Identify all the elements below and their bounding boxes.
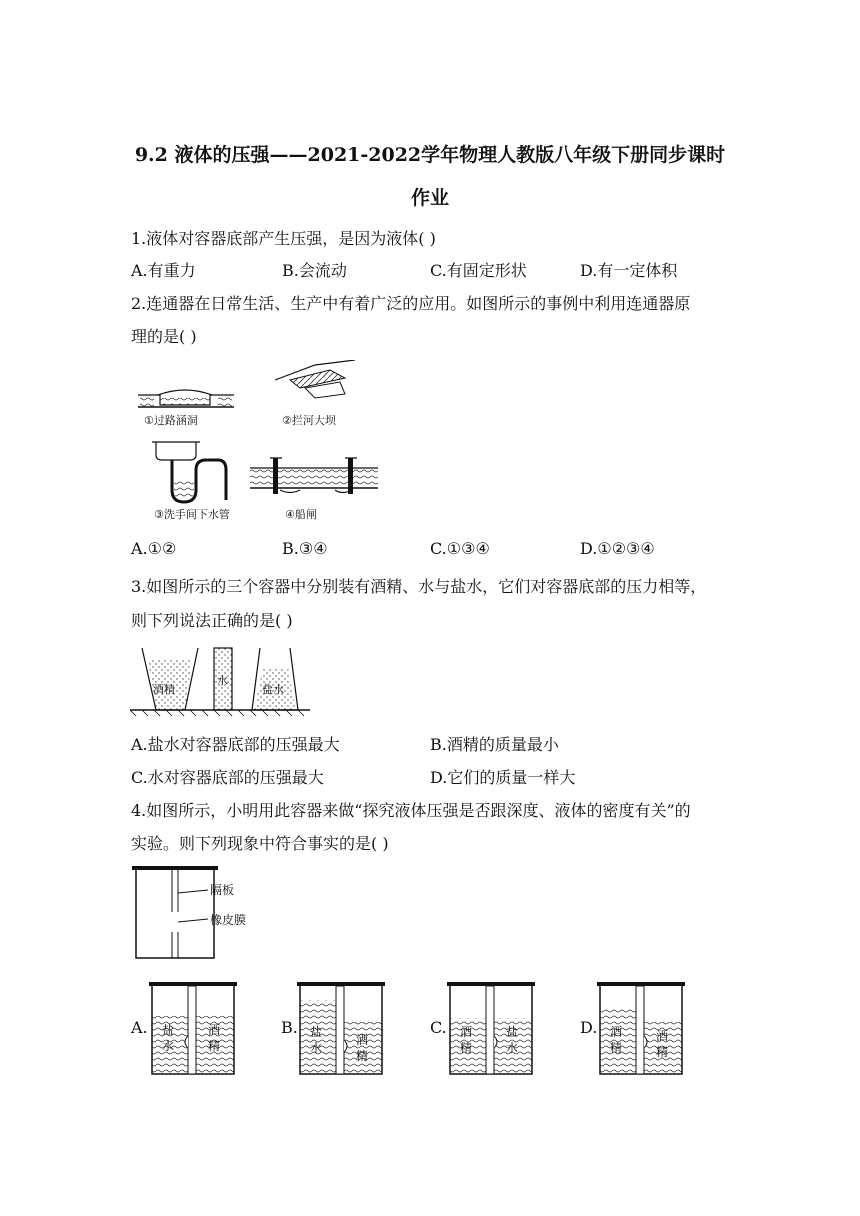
caption-3: ③洗手间下水管 — [154, 508, 230, 521]
q1-option-d[interactable]: D.有一定体积 — [580, 261, 678, 280]
q2-option-c[interactable]: C.①③④ — [430, 539, 490, 558]
liquid-alcohol-right: 酒 — [656, 1029, 669, 1043]
caption-1: ①过路涵洞 — [144, 414, 198, 427]
page-title-line2: 作业 — [410, 187, 449, 209]
q2-figure — [130, 360, 400, 530]
drain-diagram — [152, 442, 226, 502]
q3-option-d[interactable]: D.它们的质量一样大 — [430, 768, 576, 787]
q3-option-b[interactable]: B.酒精的质量最小 — [430, 735, 559, 754]
q4-option-c-figure[interactable] — [446, 978, 536, 1078]
q4-option-a-figure[interactable] — [148, 978, 238, 1078]
q3-option-c[interactable]: C.水对容器底部的压强最大 — [131, 768, 324, 787]
q4-option-d-label[interactable]: D. — [580, 1018, 598, 1037]
q4-option-d-figure[interactable] — [596, 978, 686, 1078]
label-water: 水 — [217, 674, 228, 687]
question-1-stem: 1.液体对容器底部产生压强，是因为液体( ) — [131, 229, 436, 248]
q2-option-d[interactable]: D.①②③④ — [580, 539, 655, 558]
label-alcohol: 酒精 — [153, 683, 175, 696]
label-divider: 隔板 — [210, 883, 235, 897]
caption-2: ②拦河大坝 — [282, 414, 336, 427]
liquid-alcohol: 酒 — [610, 1025, 623, 1039]
question-4-stem-line1: 4.如图所示，小明用此容器来做“探究液体压强是否跟深度、液体的密度有关”的 — [131, 801, 691, 820]
liquid-alcohol-right-2: 精 — [656, 1045, 669, 1059]
q4-option-b-figure[interactable] — [296, 978, 386, 1078]
q1-option-c[interactable]: C.有固定形状 — [430, 261, 527, 280]
liquid-salt-2: 水 — [506, 1041, 519, 1055]
question-2-stem-line1: 2.连通器在日常生活、生产中有着广泛的应用。如图所示的事例中利用连通器原 — [131, 294, 691, 313]
q3-figure — [130, 638, 315, 718]
q1-option-a[interactable]: A.有重力 — [131, 261, 196, 280]
q4-option-c-label[interactable]: C. — [430, 1018, 447, 1037]
q3-option-a[interactable]: A.盐水对容器底部的压强最大 — [131, 735, 340, 754]
liquid-alcohol-2: 精 — [460, 1041, 473, 1055]
q2-option-b[interactable]: B.③④ — [282, 539, 328, 558]
liquid-alcohol: 酒 — [356, 1033, 369, 1047]
liquid-salt-2: 水 — [310, 1041, 323, 1055]
q4-container-figure — [130, 862, 270, 962]
question-2-stem-line2: 理的是( ) — [131, 327, 197, 346]
ship-lock-diagram — [250, 458, 378, 494]
question-3-stem-line2: 则下列说法正确的是( ) — [131, 611, 293, 630]
liquid-salt-2: 水 — [162, 1039, 175, 1053]
label-saltwater: 盐水 — [262, 683, 284, 696]
liquid-alcohol: 酒 — [460, 1025, 473, 1039]
page-title-line1: 9.2 液体的压强——2021-2022学年物理人教版八年级下册同步课时 — [134, 144, 726, 166]
q2-option-a[interactable]: A.①② — [131, 539, 177, 558]
q1-option-b[interactable]: B.会流动 — [282, 261, 347, 280]
liquid-alcohol: 酒 — [208, 1023, 221, 1037]
culvert-diagram — [138, 390, 234, 407]
liquid-salt: 盐 — [506, 1025, 519, 1039]
label-membrane: 橡皮膜 — [210, 913, 247, 927]
question-4-stem-line2: 实验。则下列现象中符合事实的是( ) — [131, 834, 389, 853]
caption-4: ④船闸 — [285, 508, 317, 521]
dam-diagram — [275, 360, 355, 398]
liquid-alcohol-2: 精 — [356, 1049, 369, 1063]
liquid-alcohol-2: 精 — [610, 1041, 623, 1055]
question-3-stem-line1: 3.如图所示的三个容器中分别装有酒精、水与盐水，它们对容器底部的压力相等， — [131, 577, 707, 596]
liquid-salt: 盐 — [162, 1023, 175, 1037]
liquid-salt: 盐 — [310, 1025, 323, 1039]
q4-option-a-label[interactable]: A. — [131, 1018, 148, 1037]
q4-option-b-label[interactable]: B. — [281, 1018, 298, 1037]
liquid-alcohol-2: 精 — [208, 1039, 221, 1053]
